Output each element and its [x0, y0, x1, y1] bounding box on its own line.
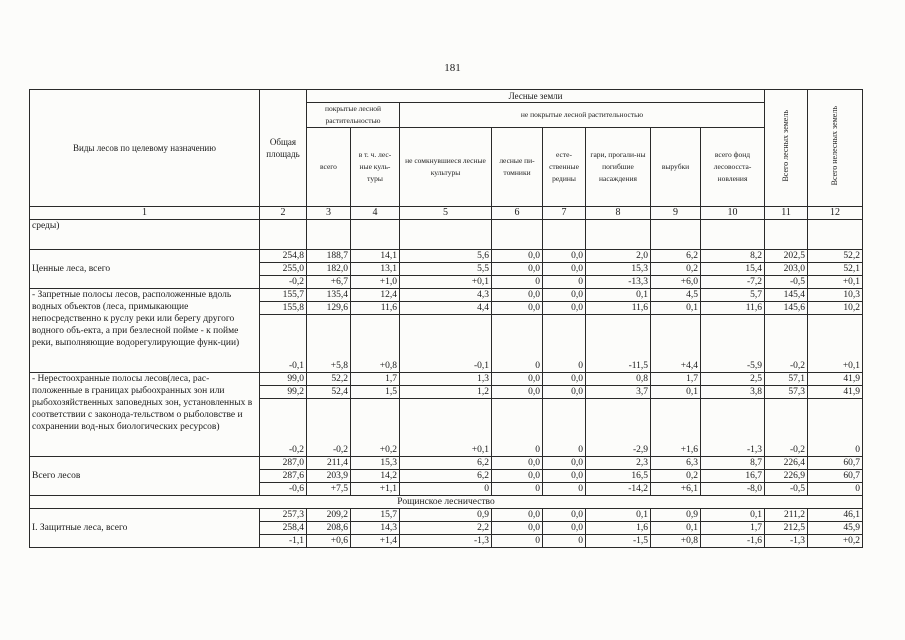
value-cell: 211,4: [307, 457, 351, 470]
value-cell: 145,6: [765, 302, 808, 315]
value-cell: 1,7: [701, 522, 765, 535]
col-header-nurseries: лесные пи-томники: [492, 128, 543, 207]
value-cell: 0,0: [543, 289, 586, 302]
section-title: Рощинское лесничество: [30, 496, 863, 509]
row-label: Всего лесов: [30, 457, 260, 496]
column-number: 4: [351, 207, 400, 220]
value-cell: 0,0: [543, 373, 586, 386]
value-cell: +0,8: [351, 315, 400, 373]
value-cell: 13,1: [351, 263, 400, 276]
value-cell: 6,3: [651, 457, 701, 470]
value-cell: 5,7: [701, 289, 765, 302]
column-number: 11: [765, 207, 808, 220]
value-cell: 8,2: [701, 250, 765, 263]
value-cell: +1,4: [351, 535, 400, 548]
value-cell: 5,5: [400, 263, 492, 276]
value-cell: 3,8: [701, 386, 765, 399]
value-cell: +0,2: [351, 399, 400, 457]
value-cell: 0,0: [492, 250, 543, 263]
value-cell: 0,9: [651, 509, 701, 522]
value-cell: 0: [492, 399, 543, 457]
value-cell: -0,5: [765, 483, 808, 496]
value-cell: 0: [492, 315, 543, 373]
value-cell: 3,7: [586, 386, 651, 399]
value-cell: -1,5: [586, 535, 651, 548]
column-number: 10: [701, 207, 765, 220]
value-cell: 14,1: [351, 250, 400, 263]
all-nonforest-lands-label: Всего нелесных земель: [830, 106, 840, 186]
value-cell: 2,5: [701, 373, 765, 386]
table-row: [30, 250, 863, 263]
col-header-all-nonforest-lands: [808, 90, 863, 207]
value-cell: 11,6: [701, 302, 765, 315]
forest-lands-table: [29, 89, 863, 548]
value-cell: 0: [492, 483, 543, 496]
value-cell: 0,0: [543, 386, 586, 399]
table-body: [30, 220, 863, 548]
value-cell: 0: [543, 483, 586, 496]
value-cell: 0,0: [492, 289, 543, 302]
column-number: 7: [543, 207, 586, 220]
value-cell: 60,7: [808, 470, 863, 483]
value-cell: -0,1: [260, 315, 307, 373]
value-cell: +6,1: [651, 483, 701, 496]
column-number-row: [30, 207, 863, 220]
value-cell: -11,5: [586, 315, 651, 373]
value-cell: 4,3: [400, 289, 492, 302]
value-cell: 15,4: [701, 263, 765, 276]
value-cell: 10,3: [808, 289, 863, 302]
value-cell: +4,4: [651, 315, 701, 373]
col-header-clearings: вырубки: [651, 128, 701, 207]
value-cell: +0,1: [808, 315, 863, 373]
value-cell: -1,3: [765, 535, 808, 548]
col-header-not-covered: не покрытые лесной растительностью: [400, 103, 765, 128]
page-number: 181: [444, 62, 461, 74]
value-cell: 202,5: [765, 250, 808, 263]
value-cell: 57,3: [765, 386, 808, 399]
value-cell: 10,2: [808, 302, 863, 315]
value-cell: 0: [492, 535, 543, 548]
value-cell: 0,1: [651, 386, 701, 399]
row-label: среды): [30, 220, 260, 250]
section-row: [30, 496, 863, 509]
table-row: [30, 373, 863, 386]
value-cell: +0,2: [808, 535, 863, 548]
value-cell: 287,6: [260, 470, 307, 483]
table-row: [30, 457, 863, 470]
col-header-reforestation-fund: всего фонд лесовосста-новления: [701, 128, 765, 207]
value-cell: 52,1: [808, 263, 863, 276]
value-cell: 0: [808, 483, 863, 496]
value-cell: -0,1: [400, 315, 492, 373]
value-cell: -7,2: [701, 276, 765, 289]
value-cell: 1,3: [400, 373, 492, 386]
value-cell: 1,7: [651, 373, 701, 386]
value-cell: -5,9: [701, 315, 765, 373]
value-cell: 52,4: [307, 386, 351, 399]
value-cell: +0,1: [400, 276, 492, 289]
value-cell: -1,3: [701, 399, 765, 457]
value-cell: +0,1: [808, 276, 863, 289]
value-cell: +0,1: [400, 399, 492, 457]
value-cell: 8,7: [701, 457, 765, 470]
value-cell: 11,6: [351, 302, 400, 315]
row-label: - Запретные полосы лесов, расположенные вдоль водных объектов (леса, примыкающие непосредственно к руслу реки или берегу другого водного объ-екта, а при безлесной пойме - к пойме реки, выполняющие водорегулирующие функ-ции): [30, 289, 260, 373]
value-cell: +1,1: [351, 483, 400, 496]
value-cell: 99,2: [260, 386, 307, 399]
value-cell: 1,7: [351, 373, 400, 386]
value-cell: 287,0: [260, 457, 307, 470]
value-cell: 6,2: [400, 457, 492, 470]
table-row: [30, 509, 863, 522]
carry-over-row: [30, 220, 863, 250]
value-cell: 0,1: [701, 509, 765, 522]
value-cell: 209,2: [307, 509, 351, 522]
value-cell: 4,4: [400, 302, 492, 315]
value-cell: 0,1: [651, 522, 701, 535]
value-cell: +1,6: [651, 399, 701, 457]
value-cell: -1,3: [400, 535, 492, 548]
value-cell: 15,3: [351, 457, 400, 470]
row-label: Ценные леса, всего: [30, 250, 260, 289]
value-cell: 11,6: [586, 302, 651, 315]
value-cell: 14,3: [351, 522, 400, 535]
value-cell: +0,6: [307, 535, 351, 548]
value-cell: 203,0: [765, 263, 808, 276]
value-cell: 0,0: [543, 457, 586, 470]
value-cell: 155,8: [260, 302, 307, 315]
value-cell: 203,9: [307, 470, 351, 483]
value-cell: 155,7: [260, 289, 307, 302]
col-header-natural-gaps: есте-ственные редины: [543, 128, 586, 207]
value-cell: 208,6: [307, 522, 351, 535]
column-number: 1: [30, 207, 260, 220]
value-cell: 0: [543, 276, 586, 289]
value-cell: 52,2: [307, 373, 351, 386]
value-cell: -1,6: [701, 535, 765, 548]
value-cell: 254,8: [260, 250, 307, 263]
column-number: 12: [808, 207, 863, 220]
value-cell: 45,9: [808, 522, 863, 535]
value-cell: 16,5: [586, 470, 651, 483]
value-cell: 0,0: [543, 250, 586, 263]
value-cell: 258,4: [260, 522, 307, 535]
value-cell: 226,4: [765, 457, 808, 470]
value-cell: 0: [543, 535, 586, 548]
value-cell: 2,2: [400, 522, 492, 535]
value-cell: 129,6: [307, 302, 351, 315]
value-cell: 255,0: [260, 263, 307, 276]
value-cell: +0,8: [651, 535, 701, 548]
value-cell: 226,9: [765, 470, 808, 483]
value-cell: 41,9: [808, 373, 863, 386]
col-header-total-area: Общая площадь: [260, 90, 307, 207]
value-cell: 1,6: [586, 522, 651, 535]
column-number: 3: [307, 207, 351, 220]
value-cell: 0,0: [492, 302, 543, 315]
col-header-covered: покрытые лесной растительностью: [307, 103, 400, 128]
value-cell: -1,1: [260, 535, 307, 548]
value-cell: 2,3: [586, 457, 651, 470]
value-cell: +6,0: [651, 276, 701, 289]
value-cell: -13,3: [586, 276, 651, 289]
value-cell: 2,0: [586, 250, 651, 263]
value-cell: 0: [543, 315, 586, 373]
value-cell: +1,0: [351, 276, 400, 289]
value-cell: 0,0: [543, 302, 586, 315]
value-cell: 0,0: [492, 373, 543, 386]
value-cell: -2,9: [586, 399, 651, 457]
value-cell: -8,0: [701, 483, 765, 496]
col-header-covered-total: всего: [307, 128, 351, 207]
column-number: 9: [651, 207, 701, 220]
value-cell: 0,8: [586, 373, 651, 386]
value-cell: 4,5: [651, 289, 701, 302]
value-cell: -0,2: [260, 276, 307, 289]
value-cell: -14,2: [586, 483, 651, 496]
value-cell: 15,7: [351, 509, 400, 522]
value-cell: -0,2: [307, 399, 351, 457]
value-cell: 0: [492, 276, 543, 289]
value-cell: 0,1: [651, 302, 701, 315]
value-cell: 0,0: [492, 457, 543, 470]
row-label: - Нерестоохранные полосы лесов(леса, рас-положенные в границах рыбоохранных зон или рыбохозяйственных заповедных зон, установленных в соответствии с законода-тельством о рыболовстве и сохранении вод-ных биологических ресурсов): [30, 373, 260, 457]
value-cell: 0,0: [543, 263, 586, 276]
value-cell: +5,8: [307, 315, 351, 373]
table-row: [30, 289, 863, 302]
value-cell: 0,1: [586, 509, 651, 522]
value-cell: 1,2: [400, 386, 492, 399]
value-cell: 0,2: [651, 263, 701, 276]
value-cell: -0,2: [260, 399, 307, 457]
value-cell: 0,0: [543, 509, 586, 522]
value-cell: 0,0: [492, 509, 543, 522]
value-cell: 5,6: [400, 250, 492, 263]
value-cell: 0,0: [543, 470, 586, 483]
column-number: 5: [400, 207, 492, 220]
value-cell: 46,1: [808, 509, 863, 522]
value-cell: -0,2: [765, 399, 808, 457]
value-cell: 0,9: [400, 509, 492, 522]
value-cell: 211,2: [765, 509, 808, 522]
value-cell: 0,0: [543, 522, 586, 535]
column-number: 2: [260, 207, 307, 220]
value-cell: +6,7: [307, 276, 351, 289]
col-header-covered-planted: в т. ч. лес-ные куль-туры: [351, 128, 400, 207]
col-header-forest-lands: Лесные земли: [307, 90, 765, 103]
value-cell: 135,4: [307, 289, 351, 302]
col-header-type: Виды лесов по целевому назначению: [30, 90, 260, 207]
value-cell: +7,5: [307, 483, 351, 496]
value-cell: 52,2: [808, 250, 863, 263]
value-cell: -0,2: [765, 315, 808, 373]
value-cell: 0,0: [492, 386, 543, 399]
column-number: 6: [492, 207, 543, 220]
value-cell: 188,7: [307, 250, 351, 263]
value-cell: 60,7: [808, 457, 863, 470]
value-cell: 0,1: [586, 289, 651, 302]
value-cell: 16,7: [701, 470, 765, 483]
value-cell: 1,5: [351, 386, 400, 399]
value-cell: 41,9: [808, 386, 863, 399]
value-cell: 257,3: [260, 509, 307, 522]
value-cell: 99,0: [260, 373, 307, 386]
value-cell: -0,5: [765, 276, 808, 289]
row-label: I. Защитные леса, всего: [30, 509, 260, 548]
value-cell: -0,6: [260, 483, 307, 496]
value-cell: 0,2: [651, 470, 701, 483]
value-cell: 6,2: [651, 250, 701, 263]
value-cell: 0: [400, 483, 492, 496]
value-cell: 0,0: [492, 522, 543, 535]
value-cell: 212,5: [765, 522, 808, 535]
col-header-burned: гари, прогали-ны погибшие насаждения: [586, 128, 651, 207]
col-header-all-forest-lands: [765, 90, 808, 207]
value-cell: 0: [808, 399, 863, 457]
value-cell: 14,2: [351, 470, 400, 483]
value-cell: 6,2: [400, 470, 492, 483]
column-number: 8: [586, 207, 651, 220]
col-header-not-closed-cultures: не сомкнувшиеся лесные культуры: [400, 128, 492, 207]
value-cell: 0,0: [492, 470, 543, 483]
value-cell: 0,0: [492, 263, 543, 276]
value-cell: 12,4: [351, 289, 400, 302]
all-forest-lands-label: Всего лесных земель: [781, 110, 791, 182]
value-cell: 57,1: [765, 373, 808, 386]
value-cell: 15,3: [586, 263, 651, 276]
value-cell: 182,0: [307, 263, 351, 276]
value-cell: 145,4: [765, 289, 808, 302]
value-cell: 0: [543, 399, 586, 457]
